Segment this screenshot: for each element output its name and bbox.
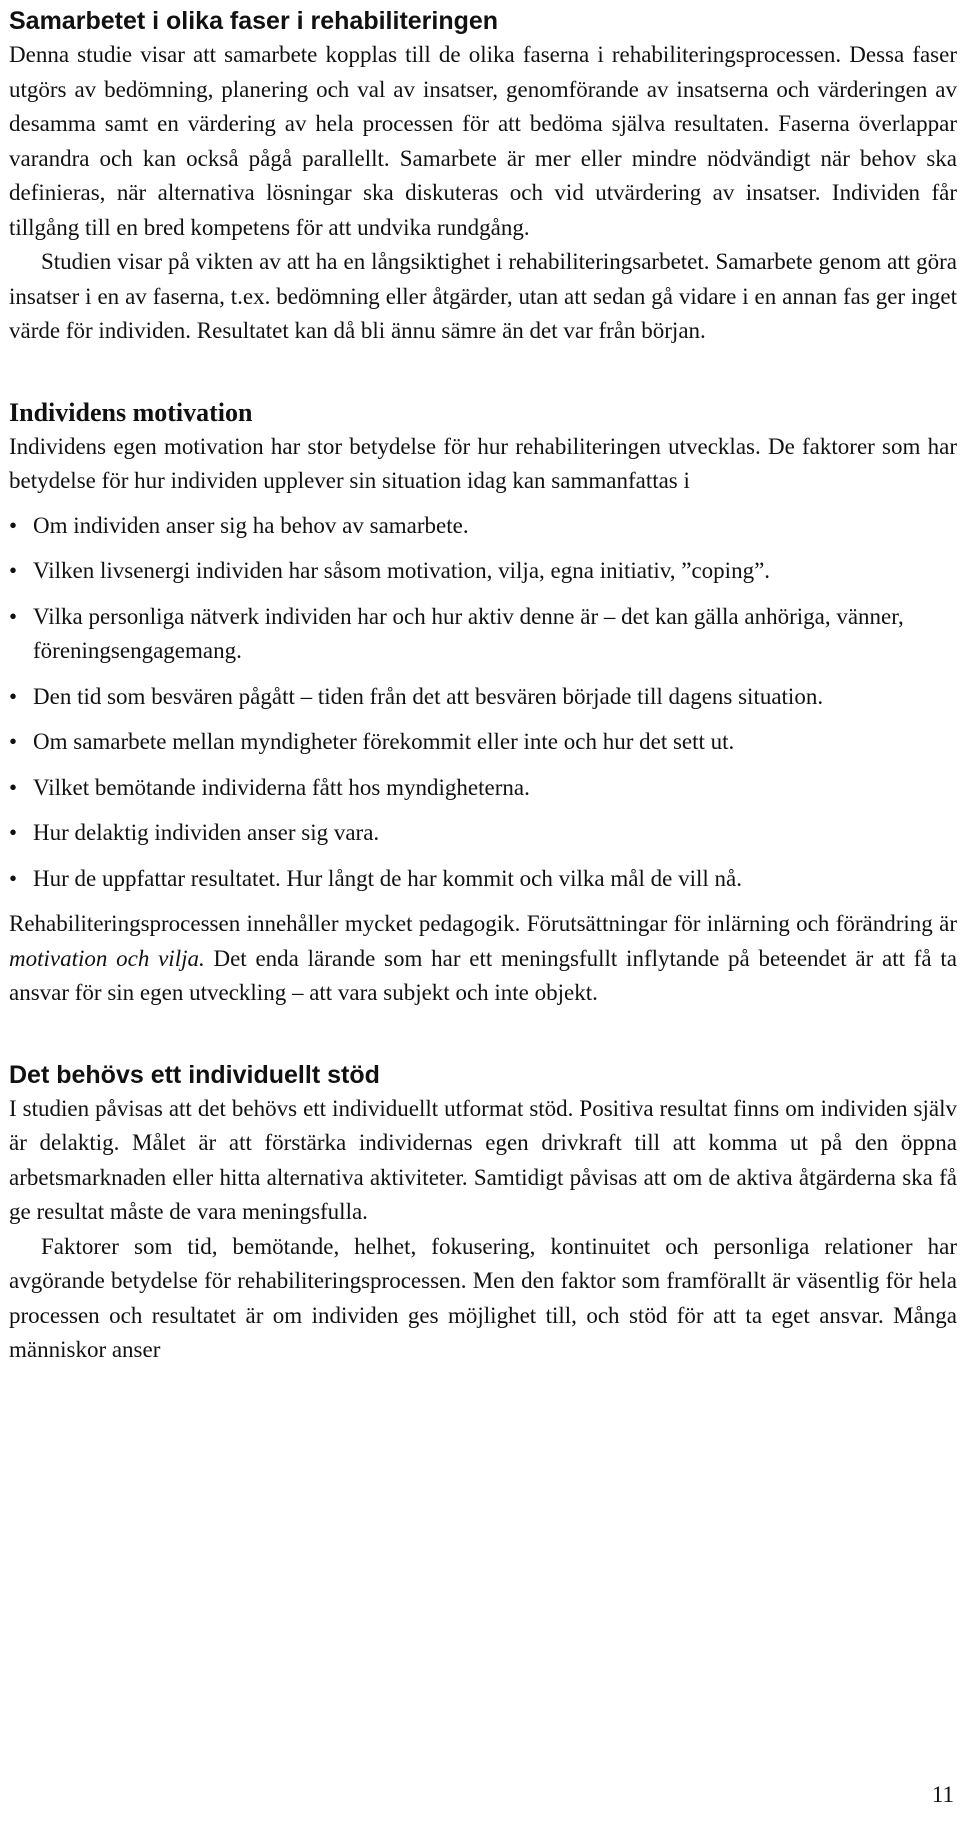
list-item-text: Hur delaktig individen anser sig vara. [33, 820, 380, 845]
document-page [9, 0, 957, 1368]
list-item-text: Hur de uppfattar resultatet. Hur långt de har kommit och vilka mål de vill nå. [33, 865, 742, 891]
bullet-icon: • [9, 558, 18, 583]
list-item [9, 862, 957, 897]
body-paragraph: Faktorer som tid, bemötande, helhet, fokusering, kontinuitet och personliga relationer har avgörande betydelse för rehabiliteringsprocessen. Men den faktor som framförallt är väsentlig för hela processen och resultatet är om individen ges möjlighet till, och stöd för att ta eget ansvar. Många människor anser [9, 1233, 957, 1362]
list-item [9, 816, 957, 851]
list-item [9, 771, 957, 806]
body-paragraph [9, 907, 957, 1011]
section-samarbetet [9, 4, 957, 349]
factor-list [9, 509, 957, 897]
bullet-icon: • [9, 729, 18, 754]
closing-text: Rehabiliteringsprocessen innehåller mycket pedagogik. Förutsättningar för inlärning och förändring är [9, 911, 957, 936]
section-heading: Det behövs ett individuellt stöd [9, 1060, 380, 1089]
body-paragraph: I studien påvisas att det behövs ett individuellt utformat stöd. Positiva resultat finns om individen själv är delaktig. Målet är att förstärka individernas egen drivkraft till att komma ut på den öppna arbetsmarknaden eller hitta alternativa aktiviteter. Samtidigt påvisas att om de aktiva åtgärderna ska få ge resultat måste de vara meningsfulla. [9, 1095, 957, 1224]
list-item-text: Om individen anser sig ha behov av samarbete. [33, 512, 469, 538]
body-paragraph: Studien visar på vikten av att ha en långsiktighet i rehabiliteringsarbetet. Samarbete genom att göra insatser i en av faserna, t.ex. bedömning eller åtgärder, utan att sedan gå vidare i en annan fas ger inget värde för individen. Resultatet kan då bli ännu sämre än det var från början. [9, 249, 957, 343]
bullet-icon: • [9, 512, 18, 538]
list-item [9, 509, 957, 544]
bullet-icon: • [9, 683, 18, 709]
list-item-text: Den tid som besvären pågått – tiden från det att besvären började till dagens situation. [33, 683, 824, 709]
list-item [9, 554, 957, 589]
list-item [9, 725, 957, 760]
bullet-icon: • [9, 865, 18, 891]
page-number: 11 [931, 1782, 954, 1807]
section-individens-motivation [9, 396, 957, 1011]
list-item [9, 600, 957, 669]
emphasis-text: motivation och vilja. [9, 945, 205, 971]
bullet-icon: • [9, 603, 18, 629]
list-item-text: Vilket bemötande individerna fått hos myndigheterna. [33, 774, 530, 800]
closing-text: Det enda lärande som har ett meningsfullt inflytande på beteendet är att få ta ansvar för sin egen utveckling – att vara subjekt och inte objekt. [9, 945, 957, 1005]
list-item-text: Om samarbete mellan myndigheter förekommit eller inte och hur det sett ut. [33, 729, 735, 754]
section-heading: Samarbetet i olika faser i rehabiliteringen [9, 7, 499, 35]
bullet-icon: • [9, 774, 18, 800]
section-individuellt-stod [9, 1058, 957, 1368]
list-item [9, 680, 957, 715]
list-item-text: Vilka personliga nätverk individen har och hur aktiv denne är – det kan gälla anhöriga, vänner, föreningsengagemang. [33, 603, 904, 663]
section-heading: Individens motivation [9, 397, 253, 427]
list-item-text: Vilken livsenergi individen har såsom motivation, vilja, egna initiativ, ”coping”. [33, 558, 771, 583]
body-paragraph: Individens egen motivation har stor betydelse för hur rehabiliteringen utvecklas. De faktorer som har betydelse för hur individen upplever sin situation idag kan sammanfattas i [9, 433, 957, 493]
body-paragraph: Denna studie visar att samarbete kopplas till de olika faserna i rehabiliteringsprocessen. Dessa faser utgörs av bedömning, planering och val av insatser, genomförande av insatserna och värderingen av desamma samt en värdering av hela processen för att bedöma själva resultaten. Faserna överlappar varandra och kan också pågå parallellt. Samarbete är mer eller mindre nödvändigt när behov ska definieras, när alternativa lösningar ska diskuteras och vid utvärdering av insatser. Individen får tillgång till en bred kompetens för att undvika rundgång. [9, 42, 957, 240]
bullet-icon: • [9, 820, 18, 845]
